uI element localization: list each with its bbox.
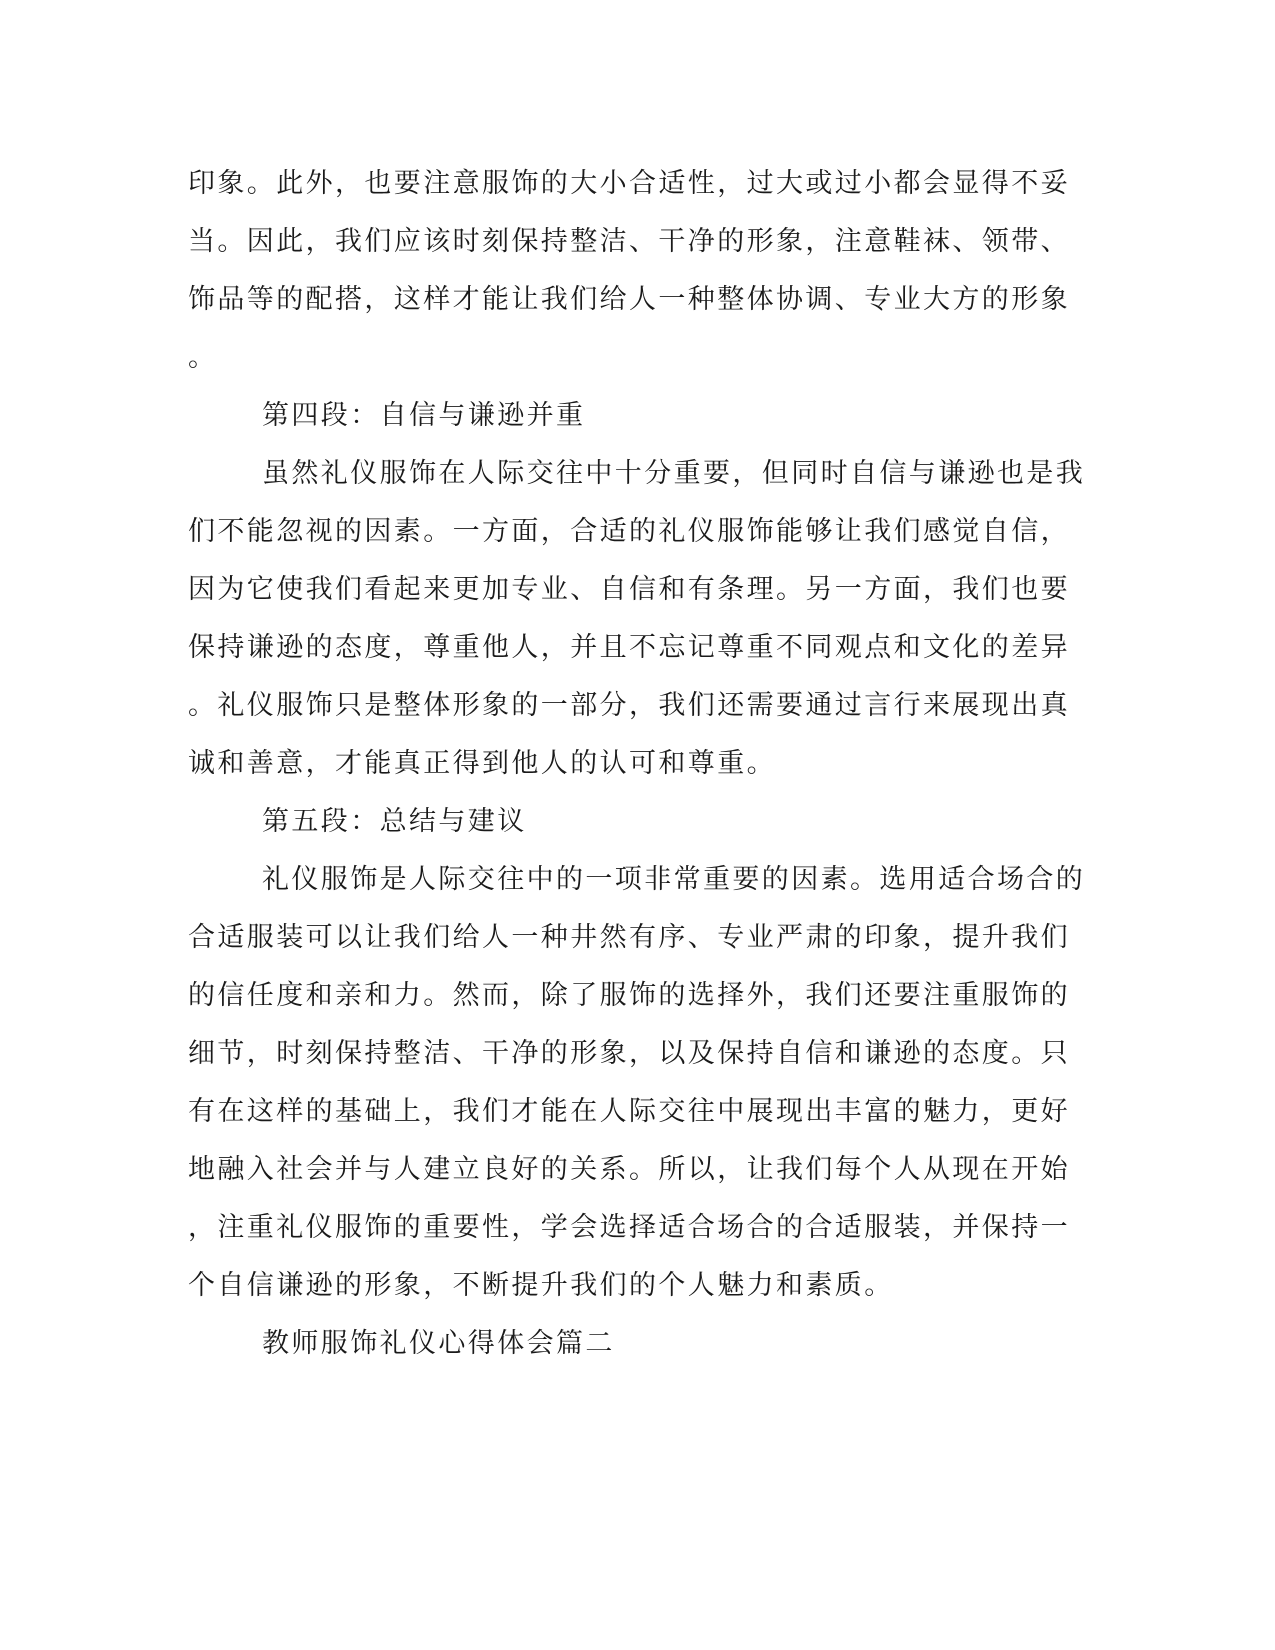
paragraph-5-line-7: ，注重礼仪服饰的重要性，学会选择适合场合的合适服装，并保持一: [188, 1212, 1070, 1243]
section-heading-4: 第四段：自信与谦逊并重: [262, 400, 586, 431]
paragraph-4-line-6: 诚和善意，才能真正得到他人的认可和尊重。: [188, 748, 776, 779]
paragraph-4-line-4: 保持谦逊的态度，尊重他人，并且不忘记尊重不同观点和文化的差异: [188, 632, 1070, 663]
paragraph-4-line-5: 。礼仪服饰只是整体形象的一部分，我们还需要通过言行来展现出真: [188, 690, 1070, 721]
paragraph-5-line-2: 合适服装可以让我们给人一种井然有序、专业严肃的印象，提升我们: [188, 922, 1070, 953]
paragraph-4-line-1: 虽然礼仪服饰在人际交往中十分重要，但同时自信与谦逊也是我: [262, 458, 1086, 489]
paragraph-5-line-5: 有在这样的基础上，我们才能在人际交往中展现出丰富的魅力，更好: [188, 1096, 1070, 1127]
paragraph-4-line-2: 们不能忽视的因素。一方面，合适的礼仪服饰能够让我们感觉自信，: [188, 516, 1070, 547]
paragraph-3-line-4: 。: [188, 342, 218, 373]
paragraph-5-line-6: 地融入社会并与人建立良好的关系。所以，让我们每个人从现在开始: [188, 1154, 1070, 1185]
paragraph-5-line-8: 个自信谦逊的形象，不断提升我们的个人魅力和素质。: [188, 1270, 894, 1301]
paragraph-4-line-3: 因为它使我们看起来更加专业、自信和有条理。另一方面，我们也要: [188, 574, 1070, 605]
section-heading-5: 第五段：总结与建议: [262, 806, 527, 837]
paragraph-5-line-3: 的信任度和亲和力。然而，除了服饰的选择外，我们还要注重服饰的: [188, 980, 1070, 1011]
paragraph-3-line-2: 当。因此，我们应该时刻保持整洁、干净的形象，注意鞋袜、领带、: [188, 226, 1070, 257]
paragraph-5-line-4: 细节，时刻保持整洁、干净的形象，以及保持自信和谦逊的态度。只: [188, 1038, 1070, 1069]
paragraph-3-line-1: 印象。此外，也要注意服饰的大小合适性，过大或过小都会显得不妥: [188, 168, 1070, 199]
paragraph-5-line-1: 礼仪服饰是人际交往中的一项非常重要的因素。选用适合场合的: [262, 864, 1086, 895]
paragraph-3-line-3: 饰品等的配搭，这样才能让我们给人一种整体协调、专业大方的形象: [188, 284, 1070, 315]
article-title-part-two: 教师服饰礼仪心得体会篇二: [262, 1328, 615, 1359]
